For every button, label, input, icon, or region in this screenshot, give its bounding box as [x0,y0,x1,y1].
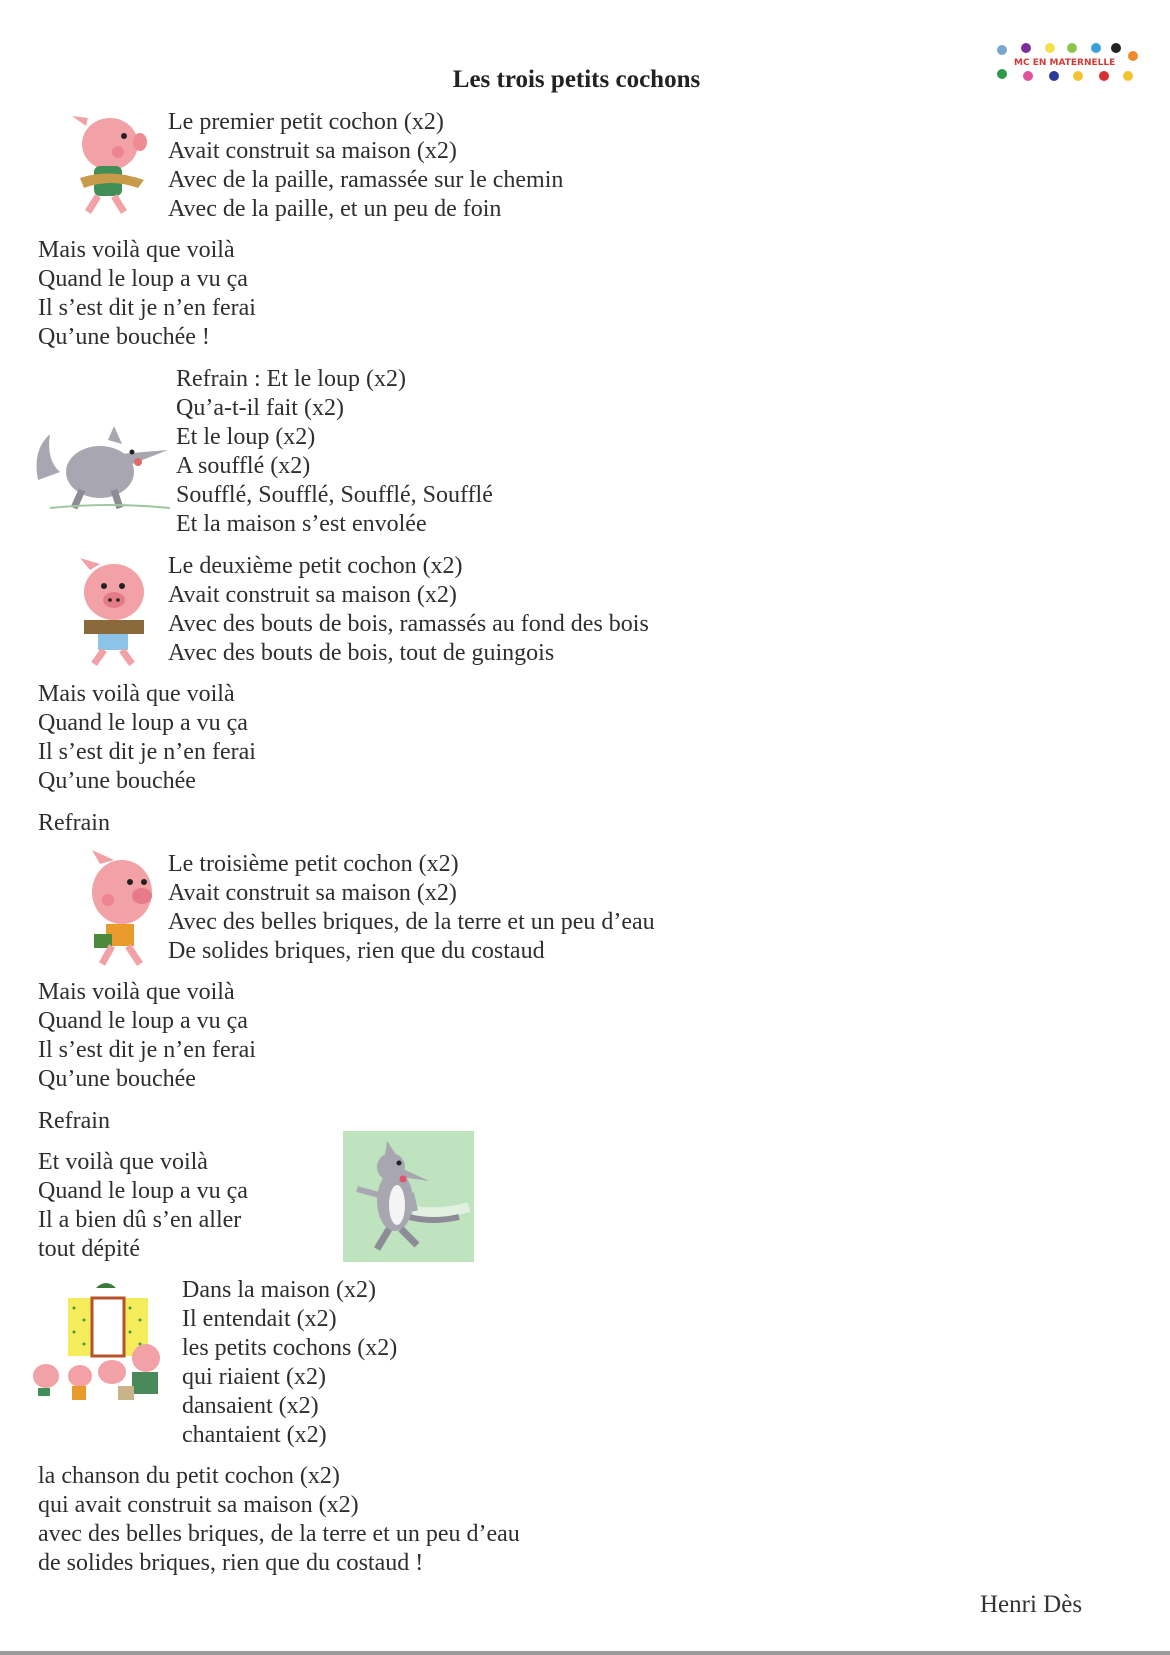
lyric-line: De solides briques, rien que du costaud [168,938,545,964]
lyric-line: Avec de la paille, et un peu de foin [168,196,502,222]
refrain-label [38,1107,110,1136]
lyric-line: Le premier petit cochon (x2) [168,109,444,135]
lyric-line: Le deuxième petit cochon (x2) [168,553,463,579]
refrain-label [38,809,110,838]
lyric-line: Mais voilà que voilà [38,979,235,1005]
lyric-line: Et voilà que voilà [38,1149,208,1175]
lyric-line: Refrain [38,810,110,836]
lyric-line: Avait construit sa maison (x2) [168,880,457,906]
lyric-line: Qu’a-t-il fait (x2) [176,395,344,421]
lyric-line: Quand le loup a vu ça [38,266,248,292]
lyric-line: Avec des bouts de bois, ramassés au fond des bois [168,611,649,637]
lyric-line: Il s’est dit je n’en ferai [38,295,256,321]
verse-wolf-leaves [38,1148,248,1264]
lyric-line: Il s’est dit je n’en ferai [38,1037,256,1063]
lyric-line: Et le loup (x2) [176,424,316,450]
svg-text:MC EN MATERNELLE: MC EN MATERNELLE [1014,58,1116,68]
lyric-line: Avec des bouts de bois, tout de guingois [168,640,555,666]
wolf-running-away-illustration [343,1131,474,1262]
page-bottom-border [0,1651,1170,1655]
lyric-line: chantaient (x2) [182,1422,327,1448]
lyric-line: Et la maison s’est envolée [176,511,427,537]
lyric-line: Dans la maison (x2) [182,1277,376,1303]
lyric-line: Le troisième petit cochon (x2) [168,851,459,877]
lyric-line: Il entendait (x2) [182,1306,337,1332]
lyric-line: Qu’une bouchée ! [38,324,210,350]
lyric-line: la chanson du petit cochon (x2) [38,1463,340,1489]
lyric-line: tout dépité [38,1236,140,1262]
lyric-line: Refrain : Et le loup (x2) [176,366,406,392]
lyric-line: Quand le loup a vu ça [38,710,248,736]
lyric-line: les petits cochons (x2) [182,1335,398,1361]
lyric-line: Avait construit sa maison (x2) [168,582,457,608]
page-title: Les trois petits cochons [452,66,701,93]
lyric-line: Refrain [38,1108,110,1134]
verse-first-pig [168,108,563,224]
lyric-line: de solides briques, rien que du costaud ! [38,1550,424,1576]
lyric-line: dansaient (x2) [182,1393,319,1419]
lyric-line: Il a bien dû s’en aller [38,1207,242,1233]
lyric-line: Mais voilà que voilà [38,681,235,707]
lyric-line: Qu’une bouchée [38,768,196,794]
verse-wolf-sees-1 [38,236,256,352]
logo-mc-en-maternelle [992,40,1140,88]
lyric-line: avec des belles briques, de la terre et un peu d’eau [38,1521,520,1547]
lyric-line: Quand le loup a vu ça [38,1008,248,1034]
verse-wolf-sees-2 [38,680,256,796]
verse-final-song [38,1462,520,1578]
pig-carrying-wood-illustration [66,556,156,668]
lyric-line: Avec des belles briques, de la terre et un peu d’eau [168,909,655,935]
pig-running-with-straw-illustration [58,108,158,218]
verse-wolf-sees-3 [38,978,256,1094]
lyric-line: Soufflé, Soufflé, Soufflé, Soufflé [176,482,493,508]
lyric-line: Avait construit sa maison (x2) [168,138,457,164]
colorful-hands-icon [992,40,1140,88]
lyric-line: qui riaient (x2) [182,1364,326,1390]
pigs-in-house-illustration [28,1280,178,1418]
pig-with-bag-illustration [70,850,160,968]
lyric-line: Mais voilà que voilà [38,237,235,263]
lyric-line: A soufflé (x2) [176,453,311,479]
verse-second-pig [168,552,649,668]
verse-in-the-house [182,1276,397,1450]
wolf-blowing-illustration [30,420,178,512]
lyric-line: qui avait construit sa maison (x2) [38,1492,359,1518]
lyric-line: Avec de la paille, ramassée sur le chemin [168,167,564,193]
refrain [176,365,493,539]
lyric-line: Qu’une bouchée [38,1066,196,1092]
lyric-line: Il s’est dit je n’en ferai [38,739,256,765]
author-credit: Henri Dès [980,1591,1083,1618]
verse-third-pig [168,850,655,966]
lyric-line: Quand le loup a vu ça [38,1178,248,1204]
